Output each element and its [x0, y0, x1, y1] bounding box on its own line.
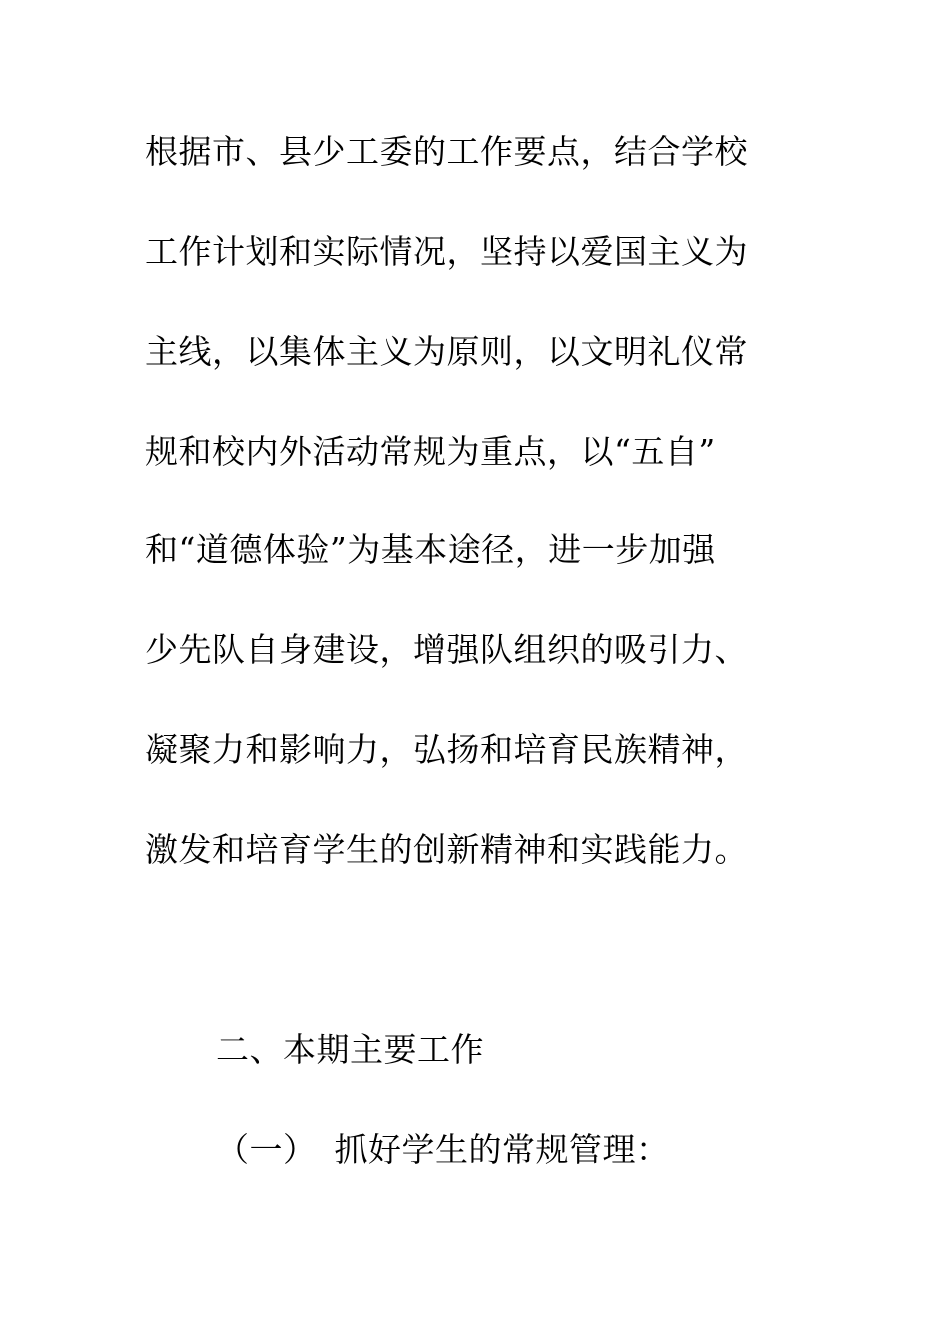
paragraph-line-4: 规和校内外活动常规为重点，以“五自” [145, 432, 716, 471]
subsection-number: （一） [216, 1130, 317, 1169]
paragraph-line-5: 和“道德体验”为基本途径，进一步加强 [145, 530, 716, 569]
paragraph-line-7: 凝聚力和影响力，弘扬和培育民族精神， [145, 730, 748, 769]
paragraph-line-8: 激发和培育学生的创新精神和实践能力。 [145, 830, 748, 869]
paragraph-line-2: 工作计划和实际情况，坚持以爱国主义为 [145, 232, 748, 271]
subsection-title: 抓好学生的常规管理： [334, 1130, 670, 1169]
paragraph-line-1: 根据市、县少工委的工作要点，结合学校 [145, 132, 748, 171]
paragraph-line-3: 主线，以集体主义为原则，以文明礼仪常 [145, 332, 748, 371]
section-heading: 二、本期主要工作 [216, 1030, 484, 1069]
paragraph-line-6: 少先队自身建设，增强队组织的吸引力、 [145, 630, 748, 669]
subsection-heading [216, 1130, 670, 1170]
